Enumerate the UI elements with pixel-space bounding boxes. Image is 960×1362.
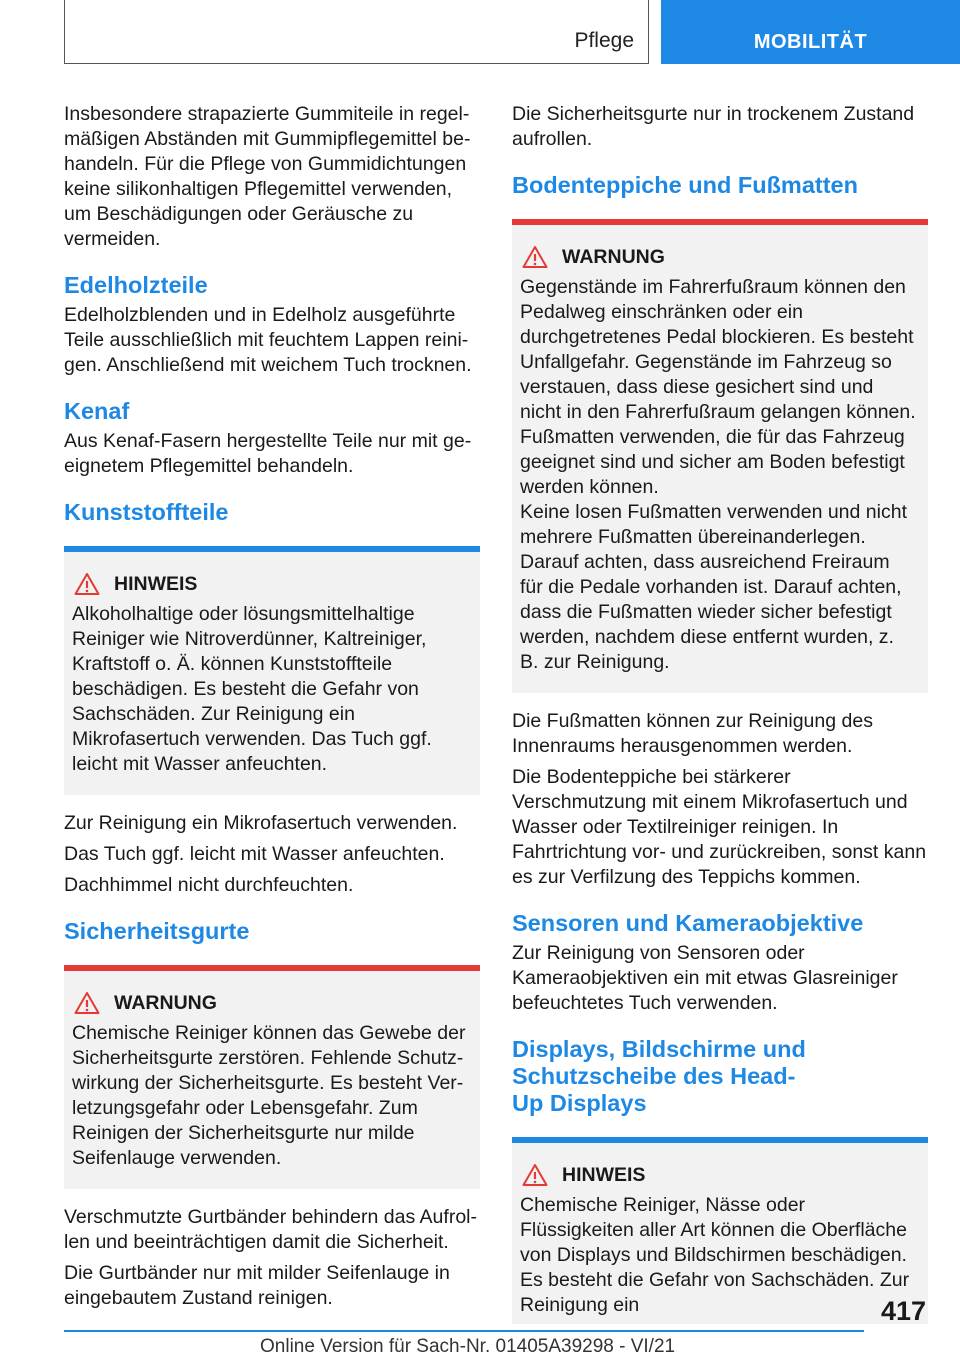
notice-label: HINWEIS xyxy=(114,572,198,595)
right-column xyxy=(512,102,928,1340)
notice-box-warnung-gurte xyxy=(64,965,480,1189)
warning-triangle-icon xyxy=(74,991,100,1015)
notice-label: WARNUNG xyxy=(114,991,217,1014)
footer-divider xyxy=(64,1330,864,1332)
gurt-paragraph-2: Die Gurtbänder nur mit milder Seifenlauge in eingebautem Zustand reinigen. xyxy=(64,1262,450,1309)
warning-triangle-icon xyxy=(522,1163,548,1187)
left-column xyxy=(64,102,480,1317)
notice-label: WARNUNG xyxy=(562,245,665,268)
notice-box-hinweis-kunststoff xyxy=(64,546,480,795)
warning-triangle-icon xyxy=(74,572,100,596)
footer-online-version: Online Version für Sach-Nr. 01405A39298 - VI/21 xyxy=(260,1336,676,1357)
notice-text: Alkoholhaltige oder lösungsmittelhaltige Reiniger wie Nitroverdünner, Kaltreiniger, Kraftstoff o. Ä. können Kunststoffteile beschädigen. Es besteht die Gefahr von Sachschäden. Zur Reinigung ein Mikrofasertuch verwenden. Das Tuch ggf. leicht mit Wasser anfeuchten. xyxy=(72,603,432,775)
notice-box-warnung-fussmatten xyxy=(512,219,928,693)
heading-edelholzteile: Edelholzteile xyxy=(64,272,208,298)
heading-displays xyxy=(512,1036,928,1117)
page-number: 417 xyxy=(880,1296,926,1326)
kunst-paragraph-2: Das Tuch ggf. leicht mit Wasser anfeuchten. xyxy=(64,843,445,865)
kunst-paragraph-1: Zur Reinigung ein Mikrofasertuch verwenden. xyxy=(64,812,458,834)
heading-sicherheitsgurte: Sicherheitsgurte xyxy=(64,918,250,944)
heading-bodenteppiche: Bodenteppiche und Fußmatten xyxy=(512,172,858,198)
heading-displays-line-1: Displays, Bildschirme und xyxy=(512,1036,806,1062)
gurt-paragraph-3: Die Sicherheitsgurte nur in trockenem Zustand aufrollen. xyxy=(512,103,915,150)
notice-text-1: Gegenstände im Fahrerfußraum können den Pedalweg einschränken oder ein durchgetretenes Pedal blockieren. Es besteht Unfallgefahr. Gegenstände im Fahrzeug so verstauen, dass diese gesichert sind und nicht in den Fahrerfußraum gelangen können. Fußmatten verwenden, die für das Fahrzeug geeignet sind und sicher am Boden befestigt werden können. xyxy=(520,276,916,498)
notice-text-2: Keine losen Fußmatten verwenden und nicht mehrere Fußmatten übereinanderlegen. Darauf achten, dass ausreichend Freiraum für die Pedale vorhanden ist. Darauf achten, dass die Fußmatten wieder sicher befestigt werden, nachdem diese entfernt wurden, z. B. zur Reinigung. xyxy=(520,501,907,673)
warning-triangle-icon xyxy=(522,245,548,269)
notice-text: Chemische Reiniger können das Gewebe der Sicherheitsgurte zerstören. Fehlende Schutzwirkung der Sicherheitsgurte. Es besteht Verletzungsgefahr oder Lebensgefahr. Zum Reinigen der Sicherheitsgurte nur milde Seifenlauge verwenden. xyxy=(72,1022,466,1169)
heading-kunststoffteile: Kunststoffteile xyxy=(64,499,229,525)
boden-paragraph-2: Die Bodenteppiche bei stärkerer Verschmutzung mit einem Mikrofasertuch und Wasser oder Textilreiniger reinigen. In Fahrtrichtung vor- und zurückreiben, sonst kann es zur Verfilzung des Teppichs kommen. xyxy=(512,766,927,888)
header-frame xyxy=(64,0,649,64)
kenaf-paragraph: Aus Kenaf-Fasern hergestellte Teile nur mit geeignetem Pflegemittel behandeln. xyxy=(64,430,472,477)
intro-paragraph: Insbesondere strapazierte Gummiteile in regelmäßigen Abständen mit Gummipflegemittel behandeln. Für die Pflege von Gummidichtungen keine silikonhaltigen Pflegemittel verwenden, um Beschädigungen oder Geräusche zu vermeiden. xyxy=(64,103,471,250)
notice-box-hinweis-displays xyxy=(512,1137,928,1324)
header-section-title: Pflege xyxy=(574,29,634,52)
sensor-paragraph: Zur Reinigung von Sensoren oder Kameraobjektiven ein mit etwas Glasreiniger befeuchtetes Tuch verwenden. xyxy=(512,942,898,1014)
kunst-paragraph-3: Dachhimmel nicht durchfeuchten. xyxy=(64,874,354,896)
heading-kenaf: Kenaf xyxy=(64,398,130,424)
gurt-paragraph-1: Verschmutzte Gurtbänder behindern das Aufrollen und beeinträchtigen damit die Sicherheit. xyxy=(64,1206,477,1253)
heading-displays-line-3: Up Displays xyxy=(512,1090,647,1116)
heading-sensoren: Sensoren und Kameraobjektive xyxy=(512,910,864,936)
notice-text: Chemische Reiniger, Nässe oder Flüssigkeiten aller Art können die Oberfläche von Displays und Bildschirmen beschädigen. Es besteht die Gefahr von Sachschäden. Zur Reinigung ein xyxy=(520,1194,910,1316)
boden-paragraph-1: Die Fußmatten können zur Reinigung des Innenraums herausgenommen werden. xyxy=(512,710,873,757)
heading-displays-line-2: Schutzscheibe des Head- xyxy=(512,1063,796,1089)
notice-label: HINWEIS xyxy=(562,1163,646,1186)
header-chapter-tab[interactable]: MOBILITÄT xyxy=(661,0,960,64)
edelholz-paragraph: Edelholzblenden und in Edelholz ausgeführte Teile ausschließlich mit feuchtem Lappen reinigen. Anschließend mit weichem Tuch trocknen. xyxy=(64,304,472,376)
